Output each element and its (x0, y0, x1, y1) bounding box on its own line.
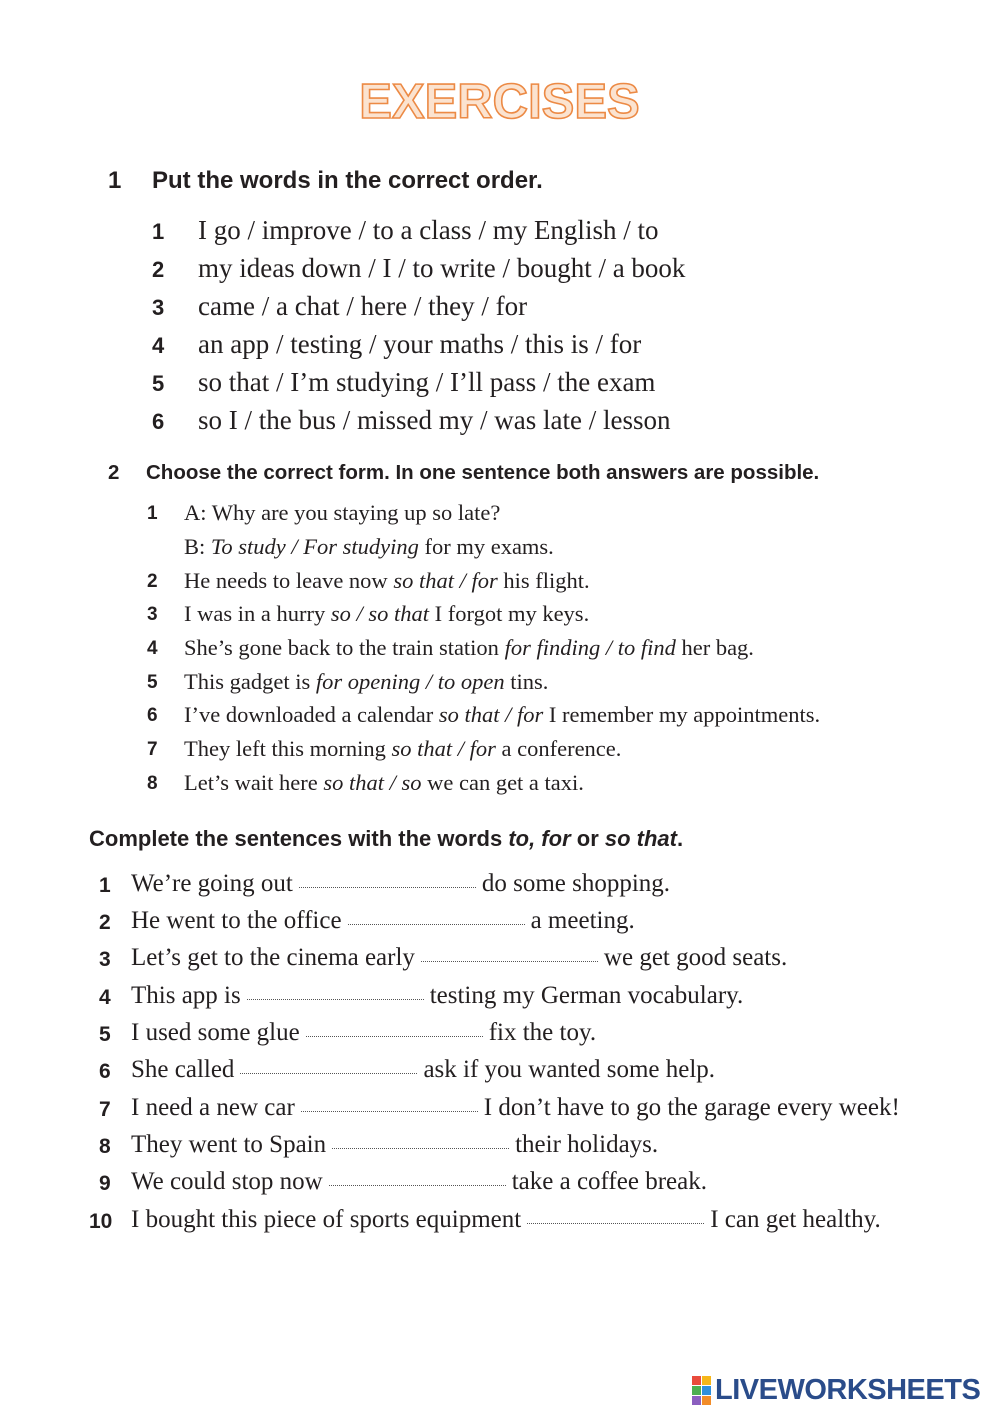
item-text: We’re going out do some shopping. (131, 870, 671, 897)
item-number: 4 (99, 986, 111, 1009)
item-text: This gadget is for opening / to open tins. (184, 669, 549, 694)
item-number: 2 (99, 911, 111, 934)
item-number: 9 (99, 1172, 111, 1195)
logo-icon (692, 1376, 711, 1405)
item-text: so I / the bus / missed my / was late / lesson (198, 405, 671, 435)
answer-blank[interactable] (299, 886, 476, 888)
item-text: Let’s get to the cinema early we get good seats. (131, 944, 788, 971)
item-text: We could stop now take a coffee break. (131, 1168, 707, 1195)
exercise-1-number: 1 (108, 167, 122, 194)
item-number: 1 (147, 503, 158, 524)
answer-blank[interactable] (247, 998, 424, 1000)
item-number: 3 (147, 604, 158, 625)
item-text: They went to Spain their holidays. (131, 1131, 659, 1158)
item-text: They left this morning so that / for a conference. (184, 736, 622, 761)
logo-block (702, 1386, 711, 1395)
page-title: EXERCISES (359, 75, 640, 129)
item-number: 5 (99, 1023, 111, 1046)
item-text: This app is testing my German vocabulary. (131, 982, 744, 1009)
answer-blank[interactable] (332, 1147, 509, 1149)
answer-blank[interactable] (348, 923, 525, 925)
item-text: I was in a hurry so / so that I forgot my keys. (184, 601, 590, 626)
logo-block (692, 1386, 701, 1395)
item-number: 4 (152, 333, 165, 358)
item-text: an app / testing / your maths / this is / for (198, 329, 642, 359)
item-number: 8 (99, 1135, 111, 1158)
answer-blank[interactable] (527, 1222, 704, 1224)
answer-blank[interactable] (306, 1035, 483, 1037)
liveworksheets-logo[interactable] (692, 1374, 980, 1406)
logo-block (702, 1376, 711, 1385)
item-text: came / a chat / here / they / for (198, 291, 528, 321)
item-number: 5 (147, 672, 158, 693)
answer-blank[interactable] (329, 1184, 506, 1186)
item-number: 4 (147, 638, 158, 659)
logo-block (692, 1396, 701, 1405)
item-text: I used some glue fix the toy. (131, 1019, 597, 1046)
logo-block (702, 1396, 711, 1405)
exercise-2-number: 2 (108, 461, 120, 484)
item-number: 6 (147, 705, 158, 726)
logo-wordmark: LIVEWORKSHEETS (715, 1373, 981, 1406)
answer-blank[interactable] (421, 960, 598, 962)
item-number: 6 (99, 1060, 111, 1083)
answer-blank[interactable] (240, 1072, 417, 1074)
item-text: I’ve downloaded a calendar so that / for I remember my appointments. (184, 702, 821, 727)
item-number: 3 (152, 295, 165, 320)
item-text: She called ask if you wanted some help. (131, 1056, 716, 1083)
exercise-1-instruction: Put the words in the correct order. (152, 167, 543, 194)
item-text: She’s gone back to the train station for finding / to find her bag. (184, 635, 754, 660)
item-text: Let’s wait here so that / so we can get a taxi. (184, 770, 584, 795)
answer-blank[interactable] (301, 1110, 478, 1112)
item-text: my ideas down / I / to write / bought / a book (198, 253, 686, 283)
item-number: 5 (152, 371, 165, 396)
exercise-2-instruction: Choose the correct form. In one sentence both answers are possible. (146, 461, 820, 484)
item-number: 2 (152, 257, 165, 282)
item-text: I need a new car I don’t have to go the garage every week! (131, 1094, 900, 1121)
item-text: He went to the office a meeting. (131, 907, 635, 934)
item-number: 2 (147, 571, 158, 592)
item-text: so that / I’m studying / I’ll pass / the exam (198, 367, 656, 397)
item-number: 1 (152, 219, 165, 244)
exercise-3-heading: Complete the sentences with the words to, for or so that. (89, 826, 684, 851)
item-number: 10 (89, 1210, 113, 1233)
item-number: 3 (99, 948, 111, 971)
item-number: 6 (152, 409, 165, 434)
item-text: He needs to leave now so that / for his flight. (184, 568, 590, 593)
item-text: A: Why are you staying up so late? (184, 500, 501, 525)
item-text: I bought this piece of sports equipment I can get healthy. (131, 1206, 881, 1233)
item-number: 1 (99, 874, 111, 897)
item-text: I go / improve / to a class / my English / to (198, 215, 659, 245)
item-number: 7 (99, 1098, 111, 1121)
item-number: 7 (147, 739, 158, 760)
item-number: 8 (147, 773, 158, 794)
item-text: B: To study / For studying for my exams. (184, 534, 554, 559)
logo-block (692, 1376, 701, 1385)
